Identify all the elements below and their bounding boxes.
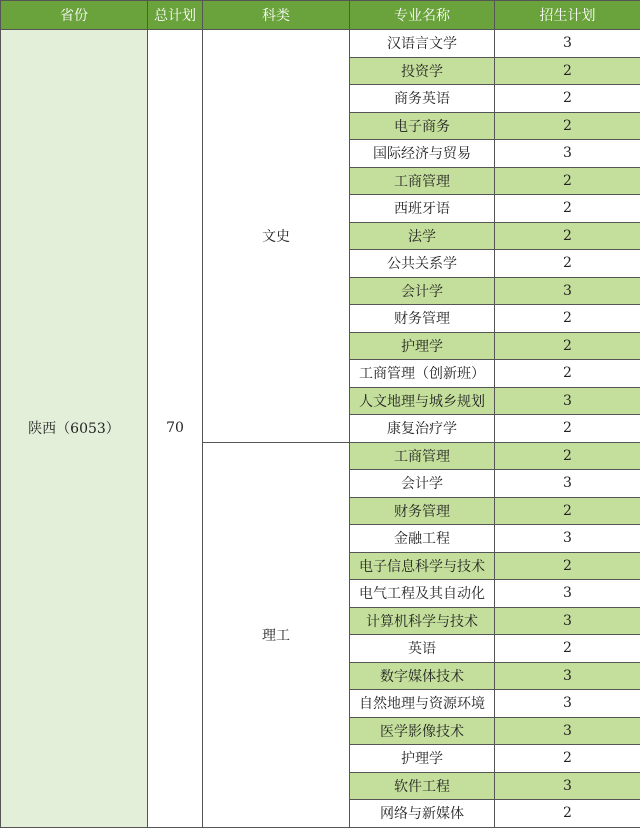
major-name-cell: 会计学 <box>350 470 495 498</box>
enrollment-plan-cell: 3 <box>495 717 640 745</box>
major-name-cell: 网络与新媒体 <box>350 800 495 828</box>
major-name-cell: 法学 <box>350 222 495 250</box>
enrollment-plan-cell: 3 <box>495 690 640 718</box>
major-name-cell: 护理学 <box>350 745 495 773</box>
major-name-cell: 康复治疗学 <box>350 415 495 443</box>
major-name-cell: 会计学 <box>350 277 495 305</box>
header-row <box>1 1 640 30</box>
enrollment-plan-cell: 3 <box>495 662 640 690</box>
major-name-cell: 金融工程 <box>350 525 495 553</box>
major-name-cell: 财务管理 <box>350 305 495 333</box>
major-name-cell: 数字媒体技术 <box>350 662 495 690</box>
major-name-cell: 西班牙语 <box>350 195 495 223</box>
table-row <box>1 30 640 58</box>
major-name-cell: 国际经济与贸易 <box>350 140 495 168</box>
enrollment-plan-cell: 2 <box>495 195 640 223</box>
enrollment-plan-cell: 3 <box>495 387 640 415</box>
major-name-cell: 电气工程及其自动化 <box>350 580 495 608</box>
major-name-cell: 工商管理（创新班） <box>350 360 495 388</box>
major-name-cell: 软件工程 <box>350 772 495 800</box>
enrollment-plan-cell: 2 <box>495 745 640 773</box>
enrollment-plan-cell: 2 <box>495 305 640 333</box>
total-plan-cell: 70 <box>148 30 203 828</box>
major-name-cell: 投资学 <box>350 57 495 85</box>
header-enrollment-plan: 招生计划 <box>495 1 640 30</box>
enrollment-plan-cell: 2 <box>495 415 640 443</box>
enrollment-plan-cell: 2 <box>495 552 640 580</box>
enrollment-plan-cell: 2 <box>495 360 640 388</box>
major-name-cell: 汉语言文学 <box>350 30 495 58</box>
enrollment-plan-cell: 2 <box>495 800 640 828</box>
enrollment-plan-cell: 3 <box>495 772 640 800</box>
enrollment-plan-cell: 2 <box>495 250 640 278</box>
major-name-cell: 计算机科学与技术 <box>350 607 495 635</box>
enrollment-plan-cell: 3 <box>495 525 640 553</box>
header-category: 科类 <box>203 1 350 30</box>
enrollment-plan-cell: 2 <box>495 112 640 140</box>
major-name-cell: 自然地理与资源环境 <box>350 690 495 718</box>
enrollment-plan-cell: 2 <box>495 167 640 195</box>
major-name-cell: 公共关系学 <box>350 250 495 278</box>
major-name-cell: 商务英语 <box>350 85 495 113</box>
header-major: 专业名称 <box>350 1 495 30</box>
enrollment-plan-cell: 2 <box>495 222 640 250</box>
enrollment-plan-cell: 3 <box>495 140 640 168</box>
enrollment-plan-cell: 2 <box>495 332 640 360</box>
enrollment-plan-cell: 3 <box>495 580 640 608</box>
enrollment-plan-cell: 3 <box>495 607 640 635</box>
header-total-plan: 总计划 <box>148 1 203 30</box>
table-header <box>1 1 640 30</box>
major-name-cell: 电子商务 <box>350 112 495 140</box>
province-cell: 陕西（6053） <box>1 30 148 828</box>
enrollment-plan-cell: 3 <box>495 277 640 305</box>
major-name-cell: 人文地理与城乡规划 <box>350 387 495 415</box>
major-name-cell: 英语 <box>350 635 495 663</box>
major-name-cell: 工商管理 <box>350 442 495 470</box>
major-name-cell: 护理学 <box>350 332 495 360</box>
enrollment-plan-cell: 2 <box>495 497 640 525</box>
major-name-cell: 医学影像技术 <box>350 717 495 745</box>
table-body <box>1 30 640 828</box>
enrollment-plan-cell: 2 <box>495 635 640 663</box>
category-cell: 文史 <box>203 30 350 443</box>
enrollment-plan-cell: 2 <box>495 85 640 113</box>
enrollment-plan-cell: 3 <box>495 30 640 58</box>
enrollment-plan-cell: 2 <box>495 442 640 470</box>
enrollment-plan-cell: 2 <box>495 57 640 85</box>
enrollment-plan-cell: 3 <box>495 470 640 498</box>
major-name-cell: 电子信息科学与技术 <box>350 552 495 580</box>
category-cell: 理工 <box>203 442 350 827</box>
major-name-cell: 财务管理 <box>350 497 495 525</box>
major-name-cell: 工商管理 <box>350 167 495 195</box>
header-province: 省份 <box>1 1 148 30</box>
